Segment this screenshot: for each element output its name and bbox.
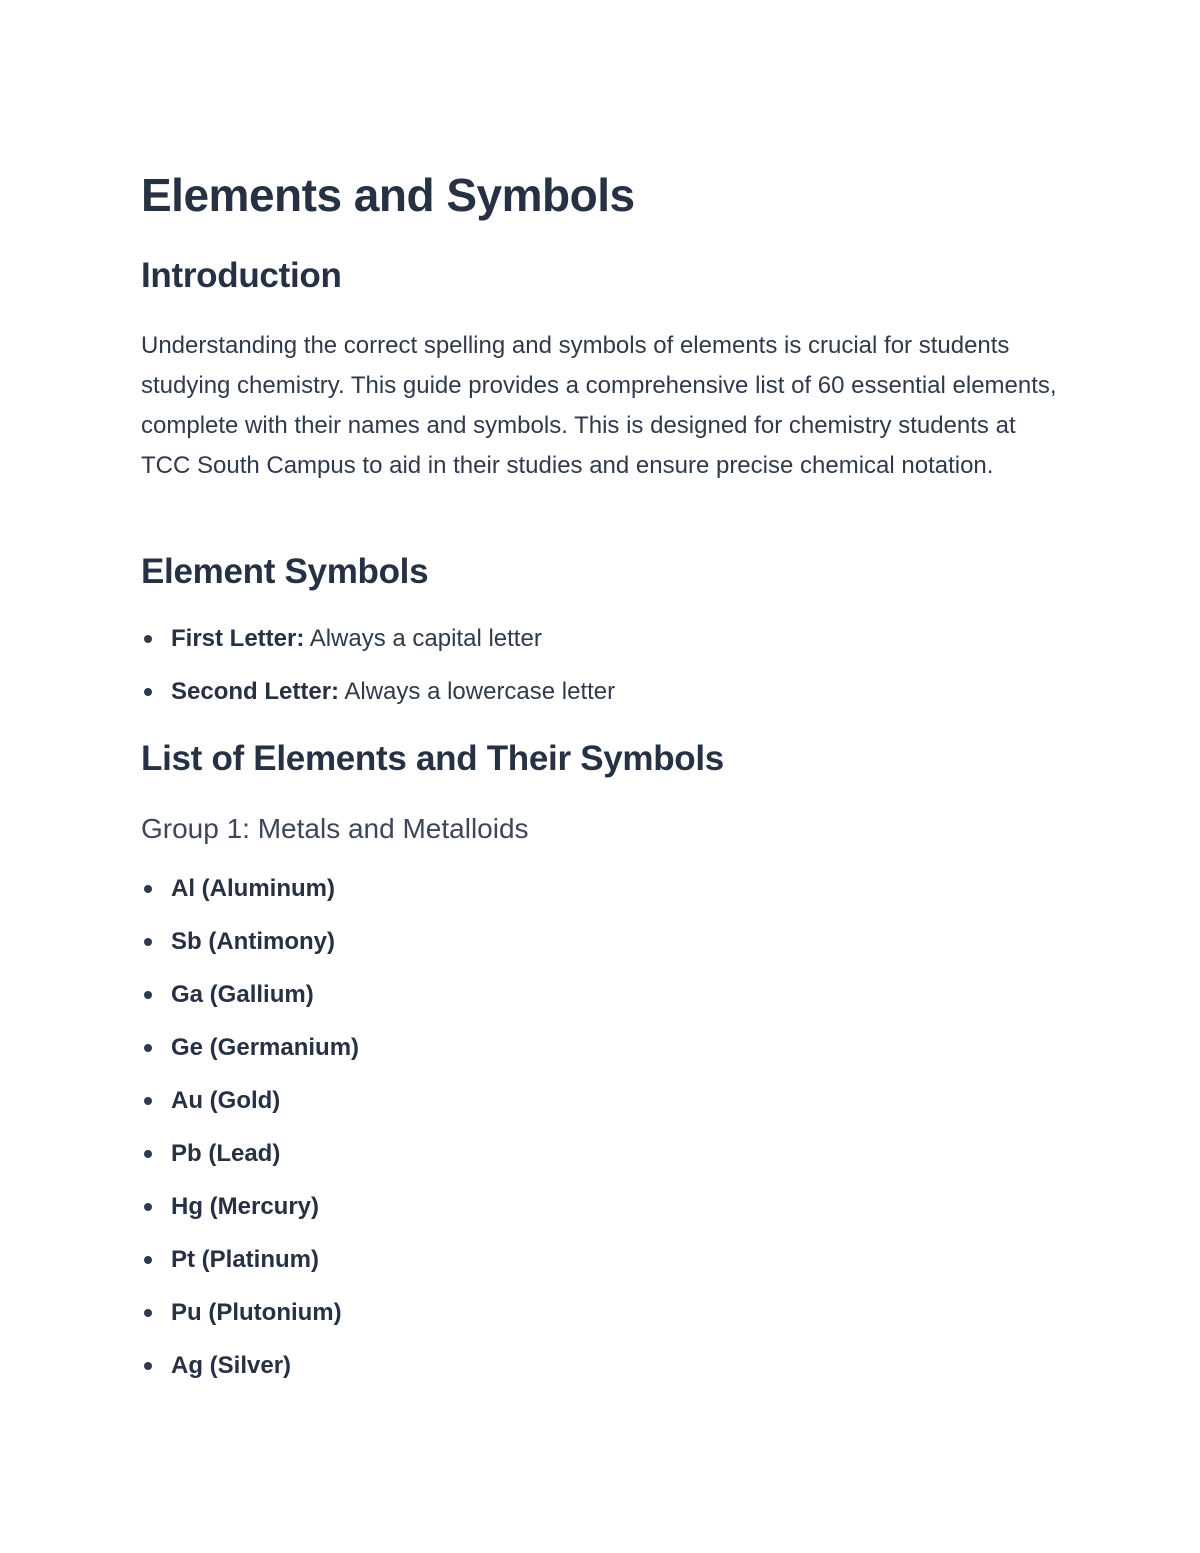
element-entry: Pt (Platinum) <box>171 1246 319 1273</box>
rule-text: Always a lowercase letter <box>339 678 616 705</box>
element-entry: Pu (Plutonium) <box>171 1299 342 1326</box>
list-item <box>141 1021 359 1074</box>
group1-heading: Group 1: Metals and Metalloids <box>141 813 529 844</box>
list-item <box>141 915 359 968</box>
element-entry: Ag (Silver) <box>171 1352 292 1379</box>
introduction-paragraph: Understanding the correct spelling and symbols of elements is crucial for students studying chemistry. This guide provides a comprehensive list of 60 essential elements, complete with their names and symbols. This is designed for chemistry students at TCC South Campus to aid in their studies and ensure precise chemical notation. <box>141 332 1057 479</box>
list-item <box>141 612 615 665</box>
bullet-icon <box>144 1203 152 1211</box>
bullet-icon <box>144 885 152 893</box>
list-item <box>141 1339 359 1392</box>
bullet-icon <box>144 1150 152 1158</box>
bullet-icon <box>144 635 152 643</box>
element-symbols-heading: Element Symbols <box>141 552 429 591</box>
symbol-rules-list <box>141 612 615 718</box>
bullet-icon <box>144 991 152 999</box>
bullet-icon <box>144 1362 152 1370</box>
element-entry: Ge (Germanium) <box>171 1034 360 1061</box>
list-item <box>141 1233 359 1286</box>
element-entry: Pb (Lead) <box>171 1140 281 1167</box>
bullet-icon <box>144 1309 152 1317</box>
bullet-icon <box>144 1044 152 1052</box>
element-entry: Ga (Gallium) <box>171 981 314 1008</box>
rule-term: First Letter: <box>171 625 305 652</box>
element-entry: Hg (Mercury) <box>171 1193 320 1220</box>
list-item <box>141 665 615 718</box>
introduction-heading: Introduction <box>141 256 342 295</box>
page-title: Elements and Symbols <box>141 169 635 221</box>
bullet-icon <box>144 1256 152 1264</box>
element-entry: Al (Aluminum) <box>171 875 335 902</box>
list-item <box>141 1286 359 1339</box>
bullet-icon <box>144 1097 152 1105</box>
bullet-icon <box>144 688 152 696</box>
group1-element-list <box>141 862 359 1392</box>
bullet-icon <box>144 938 152 946</box>
list-item <box>141 1127 359 1180</box>
list-item <box>141 1074 359 1127</box>
rule-text: Always a capital letter <box>304 625 542 652</box>
element-entry: Au (Gold) <box>171 1087 281 1114</box>
element-entry: Sb (Antimony) <box>171 928 335 955</box>
list-item <box>141 1180 359 1233</box>
list-item <box>141 862 359 915</box>
element-list-heading: List of Elements and Their Symbols <box>141 739 724 778</box>
list-item <box>141 968 359 1021</box>
rule-term: Second Letter: <box>171 678 340 705</box>
